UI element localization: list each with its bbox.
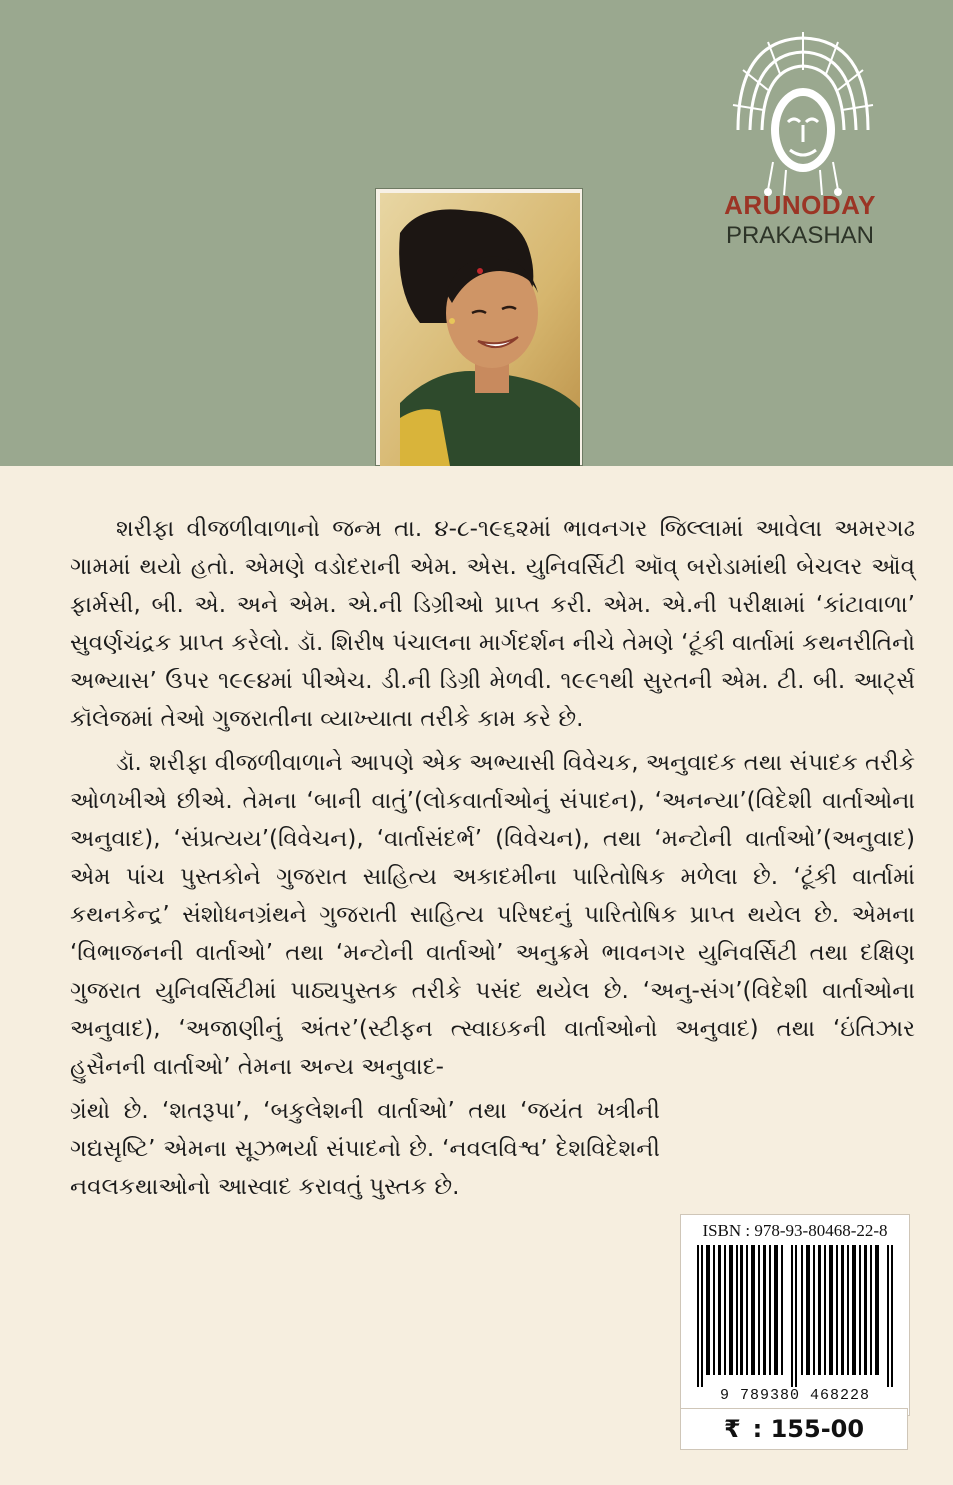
- bio-paragraph-1: શરીફા વીજળીવાળાનો જન્મ તા. ૪-૮-૧૯૬૨માં ભાવનગર જિલ્લામાં આવેલા અમરગઢ ગામમાં થયો હતો. એમણે વડોદરાની એમ. એસ. યુનિવર્સિટી ઑવ્ બરોડામાંથી બેચલર ઑવ્ ફાર્મસી, બી. એ. અને એમ. એ.ની ડિગ્રીઓ પ્રાપ્ત કરી. એમ. એ.ની પરીક્ષામાં ‘કાંટાવાળા’ સુવર્ણચંદ્રક પ્રાપ્ત કરેલો. ડૉ. શિરીષ પંચાલના માર્ગદર્શન નીચે તેમણે ‘ટૂંકી વાર્તામાં કથનરીતિનો અભ્યાસ’ ઉપર ૧૯૯૪માં પીએચ. ડી.ની ડિગ્રી મેળવી. ૧૯૯૧થી સુરતની એમ. ટી. બી. આર્ટ્સ કૉલેજમાં તેઓ ગુજરાતીના વ્યાખ્યાતા તરીકે કામ કરે છે.: [70, 516, 915, 732]
- price-value: : 155-00: [752, 1415, 865, 1443]
- author-biography: [70, 510, 915, 1206]
- barcode-digits: 9 789380 468228: [719, 1387, 871, 1404]
- author-photo-image: [380, 193, 580, 466]
- sun-mask-logo-icon: [728, 30, 878, 200]
- price-tag: [680, 1408, 908, 1450]
- barcode-icon: [693, 1245, 897, 1387]
- publisher-logo: [700, 30, 900, 260]
- bio-paragraph-2: ડૉ. શરીફા વીજળીવાળાને આપણે એક અભ્યાસી વિવેચક, અનુવાદક તથા સંપાદક તરીકે ઓળખીએ છીએ. તેમના ‘બાની વાતું’(લોકવાર્તાઓનું સંપાદન), ‘અનન્યા’(વિદેશી વાર્તાઓના અનુવાદ), ‘સંપ્રત્યય’(વિવેચન), ‘વાર્તાસંદર્ભ’ (વિવેચન), તથા ‘મન્ટોની વાર્તાઓ’(અનુવાદ) એમ પાંચ પુસ્તકોને ગુજરાત સાહિત્ય અકાદમીના પારિતોષિક મળેલા છે. ‘ટૂંકી વાર્તામાં કથનકેન્દ્ર’ સંશોધનગ્રંથને ગુજરાતી સાહિત્ય પરિષદનું પારિતોષિક પ્રાપ્ત થયેલ છે. એમના ‘વિભાજનની વાર્તાઓ’ તથા ‘મન્ટોની વાર્તાઓ’ અનુક્રમે ભાવનગર યુનિવર્સિટી તથા દક્ષિણ ગુજરાત યુનિવર્સિટીમાં પાઠ્યપુસ્તક તરીકે પસંદ થયેલ છે. ‘અનુ-સંગ’(વિદેશી વાર્તાઓના અનુવાદ), ‘અજાણીનું અંતર’(સ્ટીફન ત્સ્વાઇકની વાર્તાઓનો અનુવાદ) તથા ‘ઇંતિઝાર હુસૈનની વાર્તાઓ’ તેમના અન્ય અનુવાદ-: [70, 750, 915, 1080]
- publisher-name: ARUNODAY: [724, 190, 876, 220]
- isbn-label: ISBN : 978-93-80468-22-8: [702, 1221, 888, 1240]
- rupee-symbol: ₹: [723, 1415, 741, 1443]
- isbn-barcode-block: [680, 1214, 910, 1416]
- publisher-subtitle: PRAKASHAN: [725, 222, 875, 249]
- author-portrait: [375, 188, 583, 466]
- bio-paragraph-2-continued: ગ્રંથો છે. ‘શતરૂપા’, ‘બકુલેશની વાર્તાઓ’ તથા ‘જયંત ખત્રીની ગદ્યસૃષ્ટિ’ એમના સૂઝભર્યા સંપાદનો છે. ‘નવલવિશ્વ’ દેશવિદેશની નવલકથાઓનો આસ્વાદ કરાવતું પુસ્તક છે.: [70, 1098, 660, 1200]
